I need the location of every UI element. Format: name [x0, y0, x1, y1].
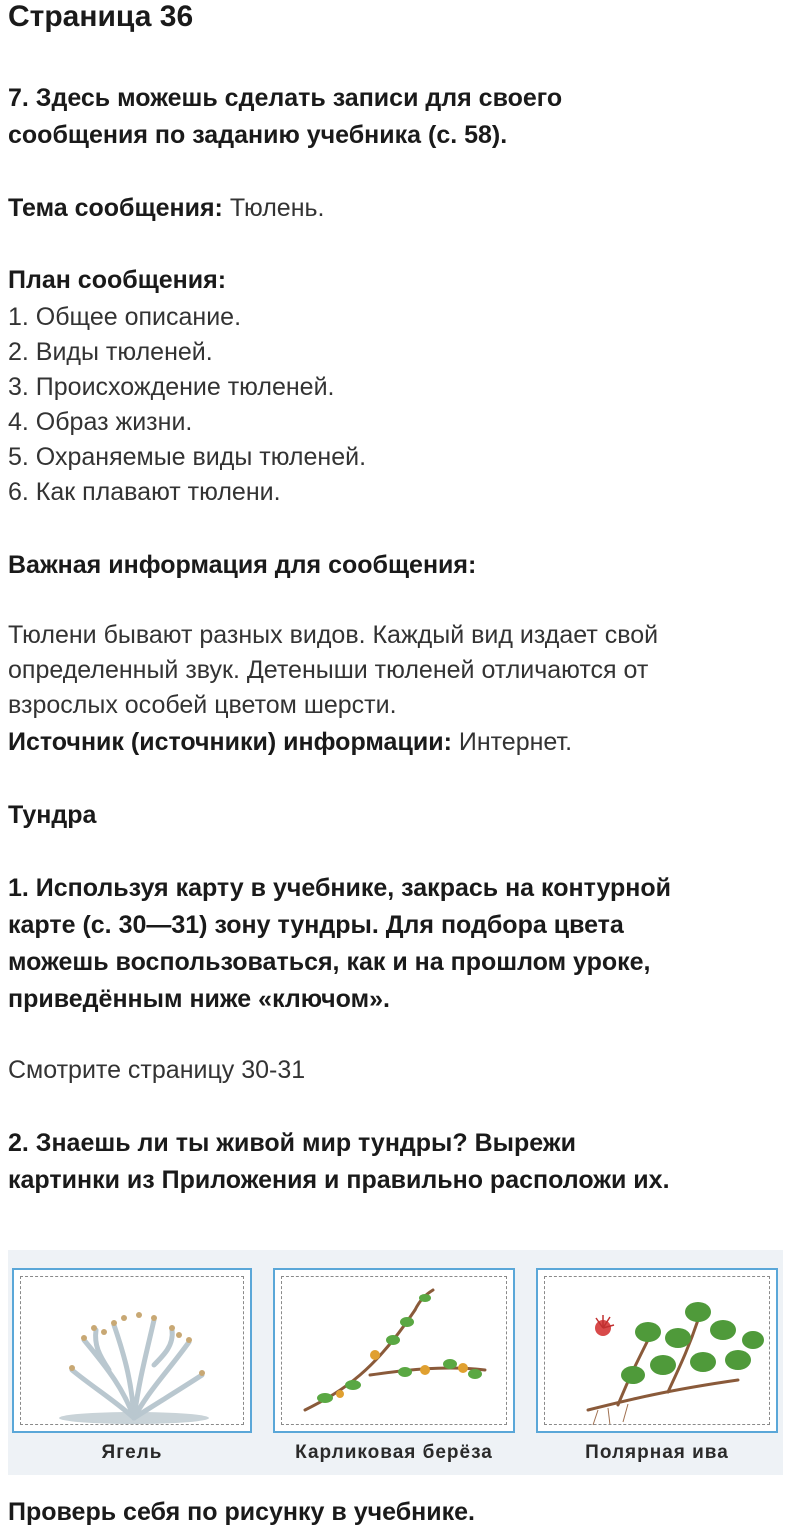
task2-line: картинки из Приложения и правильно расположи их. [8, 1166, 670, 1194]
task1-answer: Смотрите страницу 30-31 [8, 1056, 306, 1084]
plan-item: 3. Происхождение тюленей. [8, 373, 335, 401]
plan-item: 6. Как плавают тюлени. [8, 478, 281, 506]
source-value: Интернет. [458, 728, 573, 756]
task7-heading-line1: 7. Здесь можешь сделать записи для своего [8, 84, 563, 112]
caption-lichen: Ягель [101, 1442, 163, 1463]
plan-item: 2. Виды тюленей. [8, 338, 213, 366]
info-line: определенный звук. Детеныши тюленей отличаются от [8, 656, 649, 684]
section-title-tundra: Тундра [8, 801, 97, 829]
plan-label: План сообщения: [8, 266, 227, 294]
task1-line: карте (с. 30—31) зону тундры. Для подбора цвета [8, 911, 624, 939]
source-line [8, 724, 783, 761]
topic-label: Тема сообщения: [8, 194, 223, 222]
task1-line: 1. Используя карту в учебнике, закрась на контурной [8, 874, 672, 902]
caption-dwarf-birch: Карликовая берёза [295, 1442, 493, 1463]
task7-heading-line2: сообщения по заданию учебника (с. 58). [8, 121, 508, 149]
dwarf-birch-image [275, 1270, 517, 1435]
info-line: взрослых особей цветом шерсти. [8, 691, 397, 719]
source-label: Источник (источники) информации: [8, 728, 452, 756]
plan-item: 1. Общее описание. [8, 303, 242, 331]
topic-line [8, 190, 783, 227]
card-lichen [12, 1268, 252, 1433]
info-label: Важная информация для сообщения: [8, 551, 477, 579]
topic-value: Тюлень. [229, 194, 325, 222]
info-line: Тюлени бывают разных видов. Каждый вид издает свой [8, 621, 659, 649]
plan-item: 5. Охраняемые виды тюленей. [8, 443, 367, 471]
lichen-image [14, 1270, 254, 1435]
task1-line: можешь воспользоваться, как и на прошлом уроке, [8, 948, 651, 976]
card-polar-willow [536, 1268, 778, 1433]
polar-willow-image [538, 1270, 780, 1435]
footer-instruction: Проверь себя по рисунку в учебнике. [8, 1498, 475, 1526]
plants-figure [8, 1250, 783, 1475]
card-dwarf-birch [273, 1268, 515, 1433]
caption-polar-willow: Полярная ива [585, 1442, 729, 1463]
plan-item: 4. Образ жизни. [8, 408, 193, 436]
task2-line: 2. Знаешь ли ты живой мир тундры? Вырежи [8, 1129, 576, 1157]
task1-line: приведённым ниже «ключом». [8, 985, 390, 1013]
page-title: Страница 36 [8, 0, 194, 33]
